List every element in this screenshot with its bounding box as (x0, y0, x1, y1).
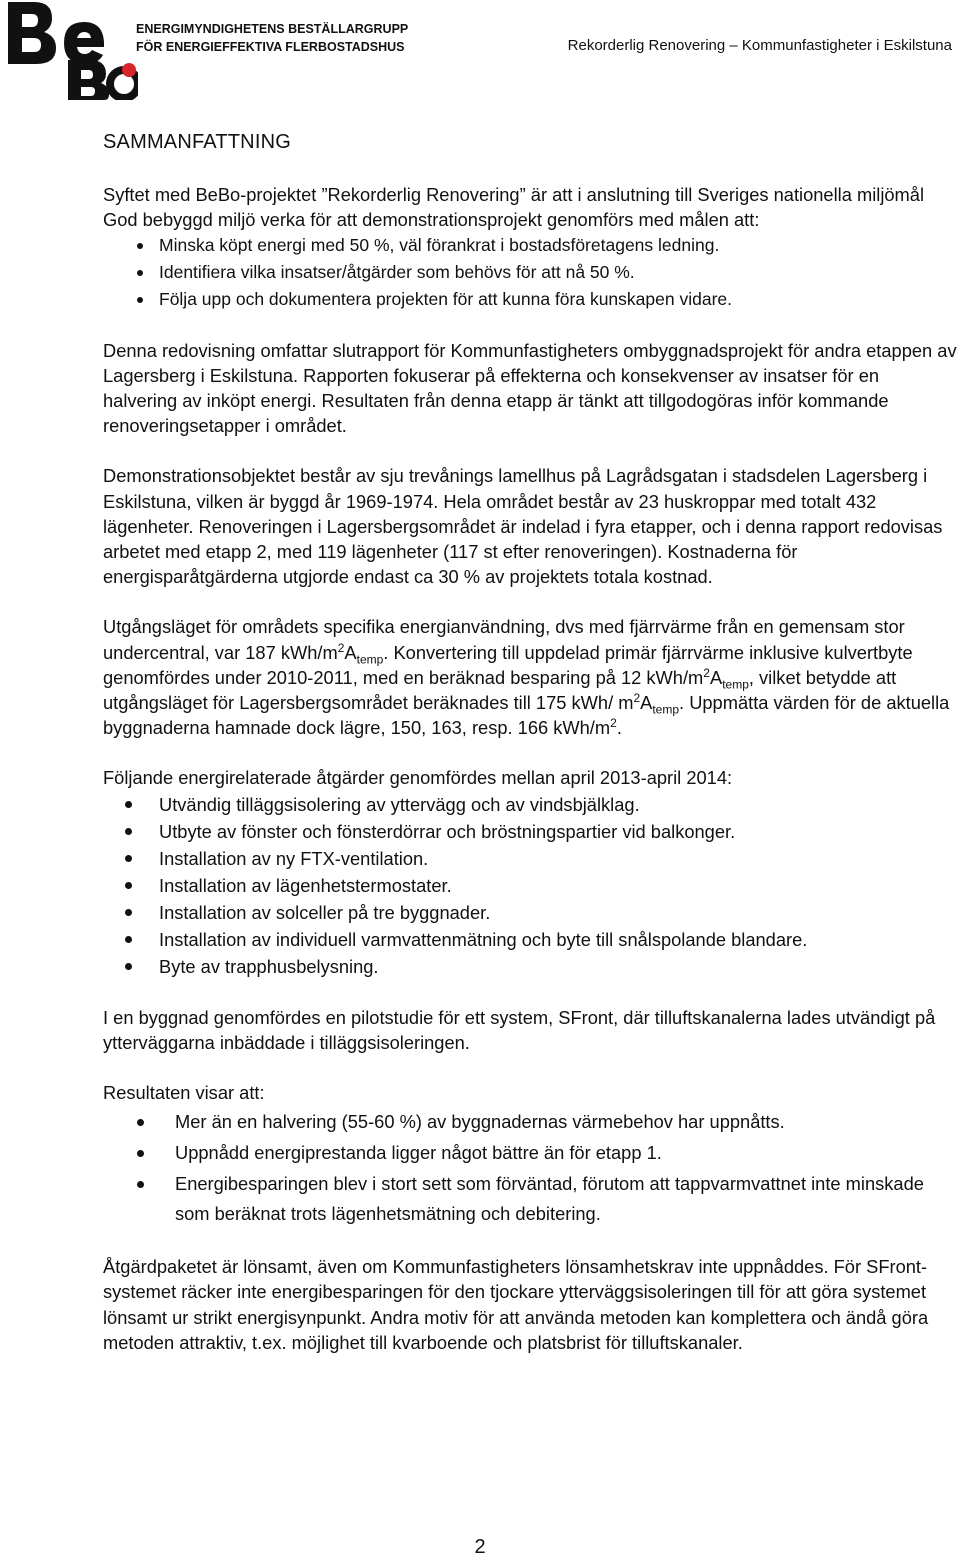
page-number: 2 (474, 1536, 486, 1558)
energy-text-3: . Konvertering till uppdelad primär fjärrvärme inklusive kulvertbyte genomfördes under 2010-2011, med en beräknad besparing på 12 kWh/m (103, 641, 913, 688)
measure-item: Utvändig tilläggsisolering av yttervägg och av vindsbjälklag. (103, 791, 958, 818)
superscript: 2 (610, 716, 617, 731)
pilot-paragraph: I en byggnad genomfördes en pilotstudie för ett system, SFront, där tilluftskanalerna lades utvändigt på ytterväggarna inbäddade i tilläggsisoleringen. (103, 1006, 936, 1053)
bebo-logo-mark (6, 0, 138, 100)
energy-text-2: A (344, 641, 357, 663)
results-intro: Resultaten visar att: (103, 1082, 265, 1104)
section-heading: SAMMANFATTNING (103, 131, 291, 153)
results-list (103, 1107, 958, 1229)
document-title: Rekorderlig Renovering – Kommunfastigheter i Eskilstuna (567, 37, 952, 54)
subscript: temp (722, 677, 749, 692)
conclusion-paragraph: Åtgärdpaketet är lönsamt, även om Kommunfastigheters lönsamhetskrav inte uppnåddes. För SFront-systemet räcker inte energibesparingen för den tjockare ytterväggsisoleringen till för att göra systemet lönsamt ur strikt energisynpunkt. Andra motiv för att använda metoden kan komplettera och ändå göra metoden attraktiv, t.ex. möjlighet till kvarboende och platsbrist för tilluftskanaler. (103, 1256, 929, 1353)
energy-text-1: Utgångsläget för områdets specifika energianvändning, dvs med fjärrvärme från en gemensam stor undercentral, var 187 kWh/m (103, 616, 905, 663)
measure-item: Installation av ny FTX-ventilation. (103, 845, 958, 872)
energy-text-8: . (616, 717, 622, 739)
energy-text-4: A (709, 666, 723, 688)
superscript: 2 (703, 665, 710, 680)
goal-item: Minska köpt energi med 50 %, väl förankrat i bostadsföretagens ledning. (103, 232, 958, 259)
report-paragraph: Denna redovisning omfattar slutrapport för Kommunfastigheters ombyggnadsprojekt för andra etappen av Lagersberg i Eskilstuna. Rapporten fokuserar på effekterna och konsekvenser av insatser för en halvering av inköpt energi. Resultaten från denna etapp är tänkt att tillgodogöras inför kommande renoveringsetapper i området. (103, 339, 957, 437)
measure-item: Installation av lägenhetstermostater. (103, 872, 958, 899)
energy-text-7: . Uppmätta värden för de aktuella byggnaderna hamnade dock lägre, 150, 163, resp. 166 kWh/m (103, 692, 950, 739)
superscript: 2 (337, 640, 345, 655)
measure-item: Utbyte av fönster och fönsterdörrar och bröstningspartier vid balkonger. (103, 818, 958, 845)
goal-item: Identifiera vilka insatser/åtgärder som behövs för att nå 50 %. (103, 259, 958, 286)
energy-paragraph (103, 614, 958, 740)
demonstration-paragraph: Demonstrationsobjektet består av sju trevånings lamellhus på Lagrådsgatan i stadsdelen Lagersberg i Eskilstuna, vilken är byggd år 1969-1974. Hela området består av 23 huskroppar med totalt 432 lägenheter. Renoveringen i Lagersbergsområdet är indelad i fyra etapper, och i denna rapport redovisas arbetet med etapp 2, med 119 lägenheter (117 st efter renoveringen). Kostnaderna för energisparåtgärderna utgjorde endast ca 30 % av projektets totala kostnad. (103, 465, 943, 588)
org-line-2: FÖR ENERGIEFFEKTIVA FLERBOSTADSHUS (136, 40, 405, 54)
result-item: Uppnådd energiprestanda ligger något bättre än för etapp 1. (103, 1138, 958, 1168)
main-content (103, 130, 958, 1355)
superscript: 2 (633, 690, 641, 705)
energy-text-5: , vilket betydde att utgångsläget för Lagersbergsområdet beräknades till 175 kWh/ m (103, 666, 897, 714)
result-item: Energibesparingen blev i stort sett som förväntad, förutom att tappvarmvattnet inte minskade som beräknat trots lägenhetsmätning och debitering. (103, 1169, 958, 1229)
bebo-logo (6, 0, 138, 105)
subscript: temp (652, 702, 680, 717)
intro-paragraph: Syftet med BeBo-projektet ”Rekorderlig Renovering” är att i anslutning till Sveriges nationella miljömål God bebyggd miljö verka för att demonstrationsprojekt genomförs med målen att: (103, 184, 925, 231)
energy-text-6: A (640, 692, 653, 714)
subscript: temp (356, 652, 384, 667)
goal-item: Följa upp och dokumentera projekten för att kunna föra kunskapen vidare. (103, 286, 958, 313)
result-item: Mer än en halvering (55-60 %) av byggnadernas värmebehov har uppnåtts. (103, 1107, 958, 1137)
goals-list (103, 232, 958, 313)
measures-intro: Följande energirelaterade åtgärder genomfördes mellan april 2013-april 2014: (103, 767, 733, 789)
org-line-1: ENERGIMYNDIGHETENS BESTÄLLARGRUPP (136, 22, 409, 36)
measures-list (103, 791, 958, 980)
measure-item: Installation av solceller på tre byggnader. (103, 899, 958, 926)
measure-item: Installation av individuell varmvattenmätning och byte till snålspolande blandare. (103, 926, 958, 953)
measure-item: Byte av trapphusbelysning. (103, 953, 958, 980)
organization-name (136, 20, 408, 56)
